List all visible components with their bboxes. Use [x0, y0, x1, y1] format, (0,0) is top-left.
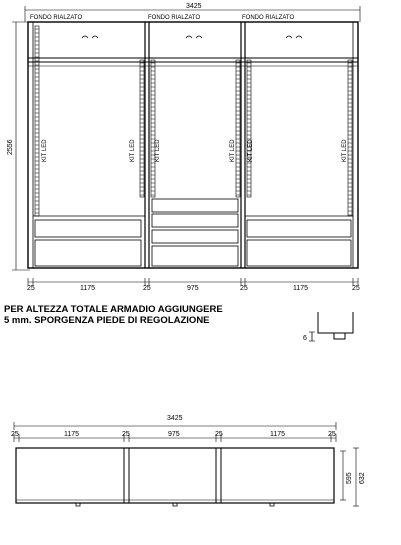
led-label-3: KIT LED — [155, 139, 161, 162]
led-rail-2 — [140, 60, 144, 197]
foot-detail — [309, 312, 353, 341]
led-label-4: KIT LED — [230, 139, 236, 162]
led-label-2: KIT LED — [130, 139, 136, 162]
led-rails — [35, 26, 352, 216]
plan-depth-inner: 595 — [346, 472, 353, 484]
led-rail-4 — [236, 60, 240, 197]
panel-label-middle: FONDO RIALZATO — [148, 15, 201, 21]
panel-label-right: FONDO RIALZATO — [242, 15, 295, 21]
overall-width-label: 3425 — [186, 3, 202, 10]
bottom-dim-6: 1175 — [293, 285, 309, 292]
foot-dim-label: 6 — [303, 335, 307, 342]
plan-dim-4: 975 — [168, 431, 180, 438]
bottom-dim-5: 25 — [240, 285, 248, 292]
height-note — [4, 304, 304, 326]
bottom-dim-1: 25 — [27, 285, 35, 292]
led-label-1: KIT LED — [42, 139, 48, 162]
led-label-5: KIT LED — [248, 139, 254, 162]
panel-label-left: FONDO RIALZATO — [30, 15, 83, 21]
bottom-dim-2: 1175 — [80, 285, 96, 292]
front-view — [12, 6, 360, 270]
plan-overall-width: 3425 — [167, 415, 183, 422]
led-rail-6 — [348, 60, 352, 216]
plan-dim-5: 25 — [215, 431, 223, 438]
plan-depth-outer: 632 — [359, 472, 366, 484]
plan-dim-2: 1175 — [64, 431, 80, 438]
led-label-6: KIT LED — [342, 139, 348, 162]
plan-dim-1: 25 — [11, 431, 19, 438]
height-note-line1: PER ALTEZZA TOTALE ARMADIO AGGIUNGERE — [4, 304, 223, 315]
overall-height-label: 2556 — [7, 139, 14, 155]
led-rail-5 — [247, 60, 251, 197]
plan-dim-7: 25 — [328, 431, 336, 438]
bottom-dim-3: 25 — [143, 285, 151, 292]
bottom-dim-4: 975 — [187, 285, 199, 292]
plan-outline — [16, 448, 334, 503]
plan-dim-6: 1175 — [270, 431, 286, 438]
height-note-line2: 5 mm. SPORGENZA PIEDE DI REGOLAZIONE — [4, 315, 210, 326]
plan-dim-3: 25 — [122, 431, 130, 438]
bottom-dim-7: 25 — [352, 285, 360, 292]
led-rail-3 — [151, 60, 155, 197]
wardrobe-outline — [28, 22, 358, 268]
